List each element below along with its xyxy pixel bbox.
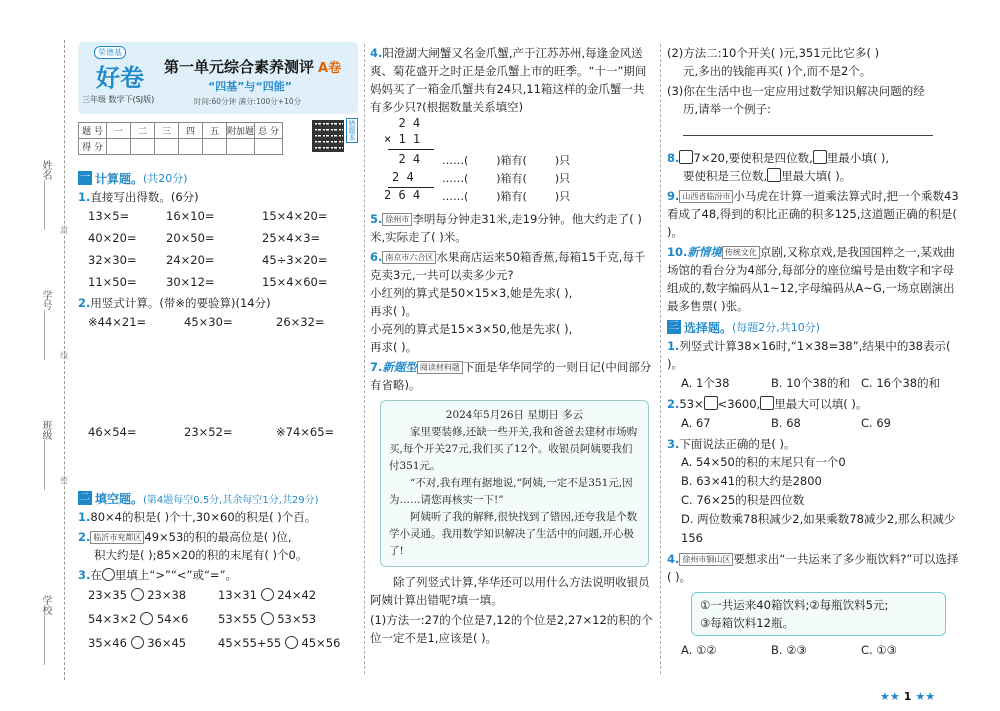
calc-item: 23×52= [184, 425, 233, 439]
qr-label: 错题本 [348, 120, 356, 141]
field-name [44, 180, 45, 230]
option-row [667, 640, 962, 660]
score-input[interactable] [255, 139, 283, 155]
compare-item [218, 584, 358, 606]
question-text: 80×4的积是( )个十,30×60的积是( )个百。 [90, 510, 317, 524]
column-1 [78, 42, 358, 654]
compare-left: 35×46 [88, 636, 127, 650]
exam-title-text: 第一单元综合素养测评 [164, 58, 315, 76]
vertical-calculation [384, 116, 655, 203]
score-cell: 五 [203, 123, 227, 139]
calc-item: 20×50= [166, 231, 215, 245]
method-line: 历,请举一个例子: [683, 102, 772, 116]
calc-line: × 1 1 [384, 132, 421, 146]
binding-margin [0, 40, 74, 690]
answer-line[interactable] [667, 122, 962, 141]
exam-meta: 时间:60分钟 满分:100分+10分 [194, 97, 302, 106]
question-text: 小马虎在计算一道乘法算式时,把一个乘数43看成了48,得到的积比正确的积多125,这道题正确的积是( )。 [667, 189, 959, 239]
calc-item: 11×50= [88, 275, 137, 289]
calc-item: 25×4×3= [262, 231, 321, 245]
page-number-text: 1 [903, 690, 912, 703]
label-name: 姓名 [40, 160, 51, 180]
question-2-7 [370, 358, 655, 394]
method-line: (2)方法二:10个开关( )元,351元比它多( ) [667, 46, 880, 60]
calc-item: 30×12= [166, 275, 215, 289]
section-title: 计算题。 [95, 171, 144, 186]
choice-4 [667, 550, 962, 660]
section-choice [667, 319, 962, 335]
question-number: 4. [667, 552, 680, 566]
question-text: 水果商店运来50箱香蕉,每箱15千克,每千克卖3元,一共可以卖多少元? [370, 250, 646, 282]
choice-1 [667, 337, 962, 393]
compare-left: 13×31 [218, 588, 257, 602]
calc-item: 46×54= [88, 425, 137, 439]
question-text: 49×53的积的最高位是( )位, [144, 530, 292, 544]
question-text: 直接写出得数。(6分) [90, 190, 199, 204]
question-number: 6. [370, 250, 383, 264]
question-text: 里最大填( )。 [781, 169, 852, 183]
question-text-cont: 积大约是( );85×20的积的末尾有( )个0。 [94, 548, 308, 562]
vertical-calc-row-1 [78, 312, 358, 422]
cut-mark-mi: 密 [60, 476, 68, 485]
logo-publisher: 荣德基 [94, 46, 126, 59]
question-text: 用竖式计算。(带※的要验算)(14分) [90, 296, 271, 310]
question-text: 在 [90, 568, 102, 582]
question-line: 再求( )。 [370, 304, 418, 318]
method-3 [667, 82, 962, 141]
square-blank-icon [704, 396, 718, 410]
calc-line: 2 4 [384, 116, 421, 130]
calc-line: 2 4 [384, 152, 421, 166]
cut-mark-xian: 线 [60, 351, 68, 360]
square-blank-icon[interactable] [679, 150, 693, 164]
option-b[interactable]: B. 68 [771, 416, 801, 430]
exam-volume: A卷 [318, 61, 342, 76]
label-student-id: 学号 [40, 290, 51, 310]
score-input[interactable] [107, 139, 131, 155]
compare-right: 24×42 [277, 588, 317, 602]
question-number: 1. [78, 190, 91, 204]
option-a[interactable]: A. ①② [681, 643, 717, 657]
choice-3 [667, 435, 962, 548]
question-2-6 [370, 248, 655, 356]
diary-date: 2024年5月26日 星期日 多云 [445, 409, 584, 421]
section-number-icon: 一 [80, 172, 90, 183]
calc-item: ※44×21= [88, 315, 147, 329]
compare-left: 53×55 [218, 612, 257, 626]
region-tag: 山西省临汾市 [679, 190, 733, 203]
option-c[interactable]: C. 69 [861, 416, 891, 430]
option-b[interactable]: B. 63×41的积大约是2800 [681, 474, 822, 488]
calc-fill: ……( )箱有( )只 [442, 154, 571, 167]
question-number: 3. [667, 437, 680, 451]
calc-item: 45÷3×20= [262, 253, 328, 267]
question-line: 小红列的算式是50×15×3,她是先求( ), [370, 286, 573, 300]
score-header-row [79, 123, 283, 139]
section-score-note: (每题2分,共10分) [732, 321, 821, 334]
field-student-id [44, 310, 45, 360]
question-text: <3600, [717, 397, 761, 411]
calc-item: 45×30= [184, 315, 233, 329]
option-d[interactable]: D. 两位数乘78积减少2,如果乘数78减少2,那么积减少156 [681, 512, 956, 545]
question-text: 阳澄湖大闸蟹又名金爪蟹,产于江苏苏州,每逢金风送爽、菊花盛开之时正是金爪蟹上市的旺季。“十一”期间妈妈买了一箱金爪蟹共有24只,11箱这样的金爪蟹一共有多少只?(根据数量关系填空) [370, 46, 647, 114]
region-tag: 临沂市兖都区 [90, 531, 144, 544]
calc-item: 15×4×20= [262, 209, 328, 223]
section-number-icon: 二 [80, 492, 90, 503]
square-blank-icon[interactable] [767, 168, 781, 182]
new-type-tag: 新题型 [382, 360, 417, 374]
question-prompt: 除了列竖式计算,华华还可以用什么方法说明收银员阿姨计算出错呢?填一填。 [370, 575, 650, 607]
question-text: 里最小填( ), [826, 151, 890, 165]
region-tag: 徐州市铜山区 [679, 553, 733, 566]
compare-item [88, 584, 218, 606]
region-tag: 徐州市 [382, 213, 412, 226]
section-fill-blank [78, 490, 358, 506]
exam-subtitle: “四基”与“四能” [208, 80, 292, 93]
calc-item: 13×5= [88, 209, 130, 223]
compare-item [218, 608, 358, 630]
page-number: ★★ 1 ★★ [880, 690, 936, 703]
grade-label: 三年级 数学下(SJ版) [82, 95, 155, 104]
calc-line: 2 4 [392, 170, 414, 184]
compare-grid [78, 584, 358, 654]
question-2-9 [667, 187, 962, 241]
calc-item: 16×10= [166, 209, 215, 223]
question-number: 10. [667, 245, 688, 259]
section-score-note: (第4题每空0.5分,其余每空1分,共29分) [143, 494, 319, 506]
score-input[interactable] [179, 139, 203, 155]
option-b[interactable]: B. ②③ [771, 643, 807, 657]
compare-right: 53×53 [277, 612, 317, 626]
score-cell: 四 [179, 123, 203, 139]
option-a[interactable]: A. 67 [681, 416, 711, 430]
option-row [667, 413, 962, 433]
question-2-8 [667, 149, 962, 185]
condition-line: ③每箱饮料12瓶。 [700, 616, 794, 630]
question-number: 7. [370, 360, 383, 374]
option-b[interactable]: B. 10个38的和 [771, 376, 850, 390]
calc-item: 32×30= [88, 253, 137, 267]
score-area [78, 118, 358, 166]
score-input[interactable] [227, 139, 255, 155]
compare-right: 54×6 [156, 612, 189, 626]
question-text: 要使积是三位数, [683, 169, 768, 183]
option-a[interactable]: A. 54×50的积的末尾只有一个0 [681, 455, 846, 469]
type-tag: 阅读材料题 [417, 361, 463, 374]
diary-paragraph: 家里要装修,还缺一些开关,我和爸爸去建材市场购买,每个开关27元,我们买了12个。收银员阿姨要我们付351元。 [389, 426, 638, 472]
diary-box [380, 400, 649, 567]
compare-right: 36×45 [147, 636, 187, 650]
question-text: 下面说法正确的是( )。 [679, 437, 796, 451]
calc-item: 26×32= [276, 315, 325, 329]
question-2-2 [78, 528, 358, 564]
question-number: 2. [78, 296, 91, 310]
option-c[interactable]: C. ①③ [861, 643, 897, 657]
question-2-3 [78, 566, 358, 584]
calc-item: 40×20= [88, 231, 137, 245]
score-cell: 二 [131, 123, 155, 139]
exam-title [164, 56, 341, 77]
field-class [44, 440, 45, 490]
question-text: 里最大可以填( )。 [774, 397, 868, 411]
method-1: (1)方法一:27的个位是7,12的个位是2,27×12的积的个位一定不是1,应该是( )。 [370, 613, 653, 645]
calc-item: 15×4×60= [262, 275, 328, 289]
compare-circle[interactable] [261, 588, 274, 601]
calc-item: ※74×65= [276, 425, 335, 439]
section-score-note: (共20分) [143, 172, 188, 185]
question-text: 53× [679, 397, 704, 411]
option-list [667, 453, 962, 548]
question-line: 再求( )。 [370, 340, 418, 354]
label-class: 班级 [40, 420, 51, 440]
exam-header [78, 42, 358, 114]
section-number-icon: 三 [669, 321, 679, 332]
option-c[interactable]: C. 16个38的和 [861, 376, 941, 390]
question-2-4 [370, 44, 655, 116]
score-value-row [79, 139, 283, 155]
logo-text: 好卷 [96, 63, 144, 92]
region-tag: 南京市六合区 [382, 251, 436, 264]
compare-item [88, 632, 218, 654]
option-row [667, 373, 962, 393]
choice-2 [667, 395, 962, 433]
question-line: 小亮列的算式是15×3×50,他是先求( ), [370, 322, 573, 336]
compare-right: 45×56 [301, 636, 341, 650]
question-number: 3. [78, 568, 91, 582]
score-cell: 附加题 [227, 123, 255, 139]
compare-circle[interactable] [285, 636, 298, 649]
calc-rule [388, 149, 434, 150]
brand-logo [82, 46, 156, 106]
circle-blank-icon [102, 568, 115, 581]
question-number: 2. [667, 397, 680, 411]
score-cell: 总 分 [255, 123, 283, 139]
compare-item [218, 632, 358, 654]
square-blank-icon[interactable] [813, 150, 827, 164]
method-2 [667, 44, 962, 80]
compare-left: 45×55+55 [218, 636, 282, 650]
qr-code-icon [312, 120, 344, 152]
column-2 [370, 42, 655, 647]
method-line: 元,多出的钱能再买( )个,而不是2个。 [683, 64, 872, 78]
calc-fill: ……( )箱有( )只 [442, 190, 571, 203]
section-title: 选择题。 [684, 320, 733, 335]
condition-line: ①一共运来40箱饮料;②每瓶饮料5元; [700, 598, 889, 612]
method-line: (3)你在生活中也一定应用过数学知识解决问题的经 [667, 84, 925, 98]
question-number: 4. [370, 46, 383, 60]
calc-item: 24×20= [166, 253, 215, 267]
question-text: 7×20,要使积是四位数, [693, 151, 813, 165]
compare-circle[interactable] [131, 636, 144, 649]
score-input[interactable] [203, 139, 227, 155]
question-number: 2. [78, 530, 91, 544]
field-school [44, 615, 45, 665]
section-calculation [78, 170, 358, 186]
score-cell: 一 [107, 123, 131, 139]
score-cell: 三 [155, 123, 179, 139]
question-text: 李明每分钟走31米,走19分钟。他大约走了( )米,实际走了( )米。 [370, 212, 642, 244]
calc-line: 2 6 4 [384, 188, 421, 202]
question-text: 京剧,又称京戏,是我国国粹之一,某戏曲场馆的看台分为4部分,每部分的座位编号是由数字和字母组成的,数字编码从1~12,字母编码从A~G,一场京剧演出最多售票( )张。 [667, 245, 955, 313]
oral-calc-grid [78, 206, 358, 292]
question-2-10 [667, 243, 962, 315]
score-cell: 题 号 [79, 123, 107, 139]
question-text: 要想求出“一共运来了多少瓶饮料?”可以选择( )。 [667, 552, 959, 584]
question-1-1 [78, 188, 358, 206]
question-2-5 [370, 210, 655, 246]
question-2-1 [78, 508, 358, 526]
type-tag: 传统文化 [722, 246, 760, 259]
question-number: 1. [667, 339, 680, 353]
diary-paragraph: 阿姨听了我的解释,很快找到了错因,还夸我是个数学小灵通。我用数学知识解决了生活中的问题,开心极了! [389, 511, 638, 557]
compare-circle[interactable] [140, 612, 153, 625]
compare-left: 54×3×2 [88, 612, 137, 626]
new-context-tag: 新情境 [687, 245, 722, 259]
question-text: 下面是华华同学的一则日记(中间部分有省略)。 [370, 360, 652, 392]
question-1-2 [78, 294, 358, 312]
compare-circle[interactable] [261, 612, 274, 625]
score-table [78, 122, 283, 155]
question-number: 9. [667, 189, 680, 203]
label-school: 学校 [40, 595, 51, 615]
column-divider [660, 44, 661, 674]
score-cell: 得 分 [79, 139, 107, 155]
option-a[interactable]: A. 1个38 [681, 376, 730, 390]
column-divider [364, 44, 365, 674]
score-input[interactable] [155, 139, 179, 155]
option-c[interactable]: C. 76×25的积是四位数 [681, 493, 805, 507]
score-input[interactable] [131, 139, 155, 155]
question-number: 5. [370, 212, 383, 226]
square-blank-icon [760, 396, 774, 410]
question-text: 列竖式计算38×16时,“1×38=38”,结果中的38表示( )。 [667, 339, 951, 371]
answer-underline [683, 122, 933, 136]
question-text: 里填上“>”“<”或“=”。 [114, 568, 238, 582]
calc-fill: ……( )箱有( )只 [442, 172, 571, 185]
condition-box [691, 592, 946, 636]
compare-circle[interactable] [131, 588, 144, 601]
question-number: 8. [667, 151, 680, 165]
compare-left: 23×35 [88, 588, 127, 602]
column-3 [667, 42, 962, 660]
cut-mark-feng: 封 [60, 226, 68, 235]
section-title: 填空题。 [95, 491, 144, 506]
question-number: 1. [78, 510, 91, 524]
vertical-calc-row-2 [78, 422, 358, 486]
compare-item [88, 608, 218, 630]
compare-right: 23×38 [147, 588, 187, 602]
diary-paragraph: “不对,我有理有据地说,“阿姨,一定不是351元,因为……请您再核实一下!” [389, 477, 633, 506]
question-line [667, 167, 962, 185]
